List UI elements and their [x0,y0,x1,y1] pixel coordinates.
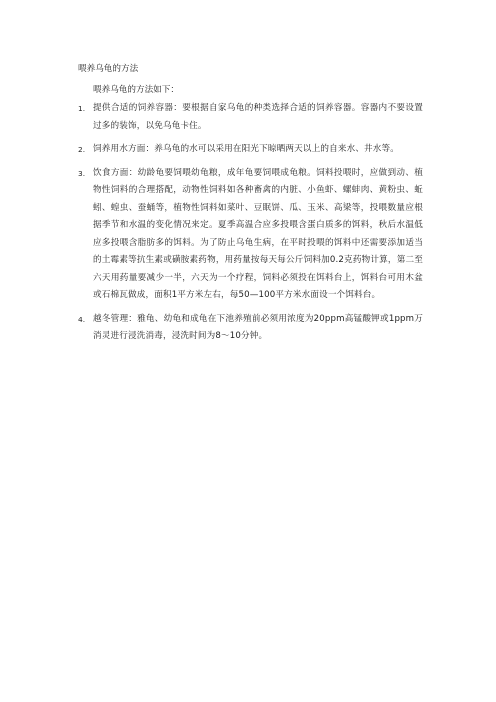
document-title: 喂养乌龟的方法 [78,64,139,74]
intro-paragraph: 喂养乌龟的方法如下： [93,85,179,95]
list-item-text: 饲养用水方面：养乌龟的水可以采用在阳光下晾晒两天以上的自来水、井水等。 [93,144,400,154]
list-item [78,100,423,135]
list-item-number: 3. [78,168,86,178]
list-item-number: 1. [78,104,86,113]
list-item-number: 2. [78,145,86,154]
list-item [78,311,423,346]
list-item-text: 越冬管理：雅龟、幼龟和成龟在下池养殖前必须用浓度为20ppm高锰酸钾或1ppm万消灵进行浸洗消毒，浸洗时间为8～10分钟。 [93,313,423,341]
list-item-text: 饮食方面：幼龄龟要饲喂幼龟粮，成年龟要饲喂成龟粮。饲料投喂时，应做到动、植物性饲料的合理搭配，动物性饲料如各种畜禽的内脏、小鱼虾、螺蚌肉、黄粉虫、蚯蚓、蝗虫、蚕蛹等，植物性饲料如菜叶、豆眠饼、瓜、玉米、高梁等，投喂数量应根据季节和水温的变化情况来定。夏季高温合应多投喂含蛋白质多的饵料，秋后水温低应多投喂含脂肪多的饵料。为了防止乌龟生病，在平时投喂的饵料中还需要添加适当的土霉素等抗生素或磺胺素药物，用药量按每天每公斤饲料加0.2克药物计算，第二至六天用药量要减少一半，六天为一个疗程，饲料必须投在饵料台上，饵料台可用木盆或石棉瓦做成，面积1平方米左右，每50—100平方米水面设一个饵料台。 [93,167,423,300]
method-list [78,100,423,352]
list-item-number: 4. [78,314,86,324]
list-item [78,141,423,159]
list-item-text: 提供合适的饲养容器：要根据自家乌龟的种类选择合适的饲养容器。容器内不要设置过多的装饰，以免乌龟卡住。 [93,103,423,131]
list-item [78,165,423,305]
